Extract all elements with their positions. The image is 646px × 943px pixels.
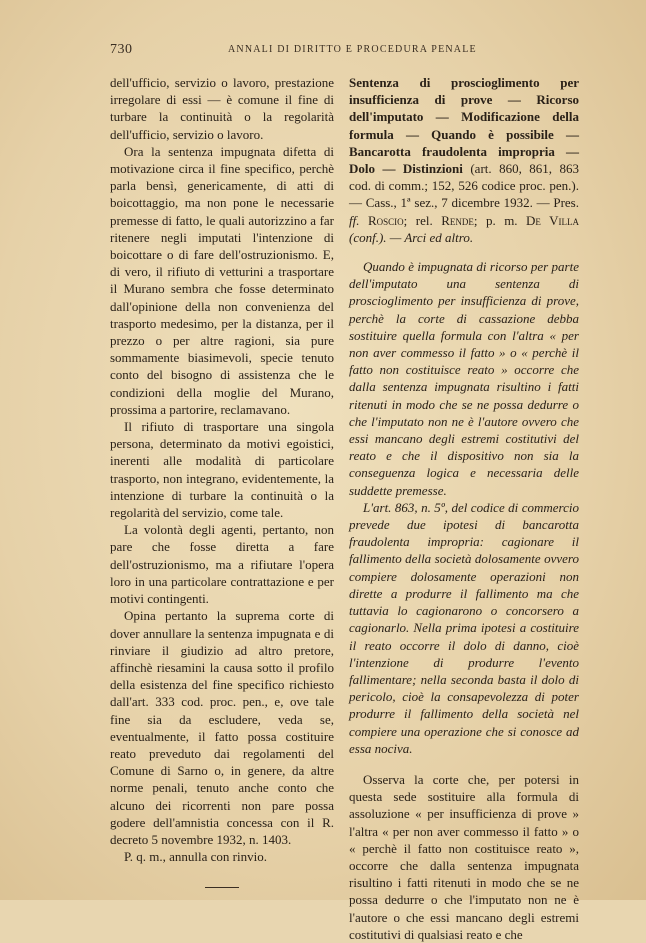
case-heading-conf: (conf.). <box>349 229 387 245</box>
right-column <box>349 74 579 943</box>
paragraph-refusal: Il rifiuto di trasportare una singola persona, determinato da motivi egoistici, inerenti alle modalità di particolare trasporto, non integrano, evidentemente, la intenzione di turbare la continuità o la regolarità del servizio, come tale. <box>110 419 334 521</box>
paragraph-will: La volontà degli agenti, pertanto, non pare che fosse diretta a fare dell'ostruzionismo, ma a rifiutare l'opera loro in una particolare contrattazione e per motivi contingenti. <box>110 522 334 607</box>
section-divider <box>205 887 239 888</box>
case-heading-rapporteur: Rende; <box>441 212 478 228</box>
running-head: ANNALI DI DIRITTO E PROCEDURA PENALE <box>228 44 477 55</box>
case-heading-ff: ff. <box>349 212 360 228</box>
case-heading-president: Roscio; <box>367 212 408 228</box>
case-heading-rel-label: rel. <box>415 212 433 228</box>
case-heading-prosecutor: De Villa <box>526 212 580 228</box>
page-number: 730 <box>110 42 133 57</box>
paragraph-decision: Opina pertanto la suprema corte di dover annullare la sentenza impugnata e di rinviare il giudizio ad altro pretore, affinchè riesamini la causa sotto il profilo della esistenza del fine specifico richiesto dall'art. 333 cod. proc. pen., e, ove tale fine sia da escludere, veda se, eventualmente, il fatto possa costituire reato preveduto dai regolamenti del Comune di Sarno o, in genere, da altre norme penali, tenuto anche conto che alcuno dei ricorrenti non pare possa godere dell'amnistia concessa con il R. decreto 5 novembre 1932, n. 1403. <box>110 608 334 847</box>
case-heading-refs: (art. 860, 861, 863 cod. di comm.; 152, 526 codice proc. pen.). — Cass., 1ª sez., 7 dicembre 1932. — Pres. <box>349 161 580 211</box>
paragraph-continuation: dell'ufficio, servizio o lavoro, prestazione irregolare di essi — è comune il fine di turbare la continuità o la regolarità dell'ufficio, servizio o lavoro. <box>110 75 334 142</box>
paragraph-motivation: Ora la sentenza impugnata difetta di motivazione circa il fine specifico, perchè parla bensì, genericamente, di atti di boicottaggio, ma non pone le necessarie premesse di fatto, le quali autorizzino a far ritenere negli imputati l'intenzione di boicottare o di fare dell'ostruzionismo. E, di vero, il rifiuto di vetturini a trasportare il Murano sembra che fosse determinato dall'opinione della non convenienza del trasporto medesimo, per la distanza, per il prezzo o per altre ragioni, sia pure sommamente biasimevoli, specie tenuto conto del bisogno di assistenza che le condizioni della moglie del Murano, prossima a partorire, reclamavano. <box>110 143 334 417</box>
case-heading-title: Sentenza di proscioglimento per insufficienza di prove — Ricorso dell'imputato — Modificazione della formula — Quando è possibile — Bancarotta fraudolenta impropria — Dolo — Distinzioni <box>349 75 579 177</box>
case-heading <box>349 74 579 246</box>
case-heading-parties: — Arci ed altro. <box>389 229 474 245</box>
case-heading-pm-label: p. m. <box>485 212 518 228</box>
body-paragraph: Osserva la corte che, per potersi in questa sede sostituire alla formula di assoluzione « per insufficienza di prove » l'altra « per non aver commesso il fatto » o « perchè il fatto non costituisce reato », occorre che dalla sentenza impugnata risultino i fatti ritenuti in modo che se ne possa dedurre o che l'imputato non ne è l'autore o che essi mancano degli estremi costitutivi di qualsiasi reato e che <box>349 771 579 942</box>
summary-paragraph-1: Quando è impugnata di ricorso per parte dell'imputato una sentenza di proscioglimento per insufficienza di prove, perchè la corte di cassazione debba sostituire quella formula con l'altra « per non aver commesso il fatto » o « perchè il fatto non costituisce reato » occorre che dalla sentenza impugnata risultino i fatti ritenuti in modo che se ne possa dedurre o che l'imputato non ne è l'autore ovvero che essi mancano degli estremi costitutivi del reato e che il dispositivo non sia la conseguenza logica e necessaria delle suddette premesse. <box>349 259 579 498</box>
left-column <box>110 74 334 888</box>
summary-paragraph-2: L'art. 863, n. 5º, del codice di commercio prevede due ipotesi di bancarotta fraudolenta impropria: cagionare il fallimento della società dolosamente ovvero compiere dolosamente operazioni non dirette a produrre il fallimento ma che tuttavia lo cagionarono o concorsero a cagionarlo. Nella prima ipotesi a costituire il reato occorre il dolo di danno, cioè l'intenzione di produrre l'evento fallimentare; nella seconda basta il dolo di pericolo, cioè la consapevolezza di poter produrre il fallimento della società nel compiere una operazione che si conosce ad essa nociva. <box>349 499 579 756</box>
paragraph-ruling: P. q. m., annulla con rinvio. <box>124 849 267 865</box>
